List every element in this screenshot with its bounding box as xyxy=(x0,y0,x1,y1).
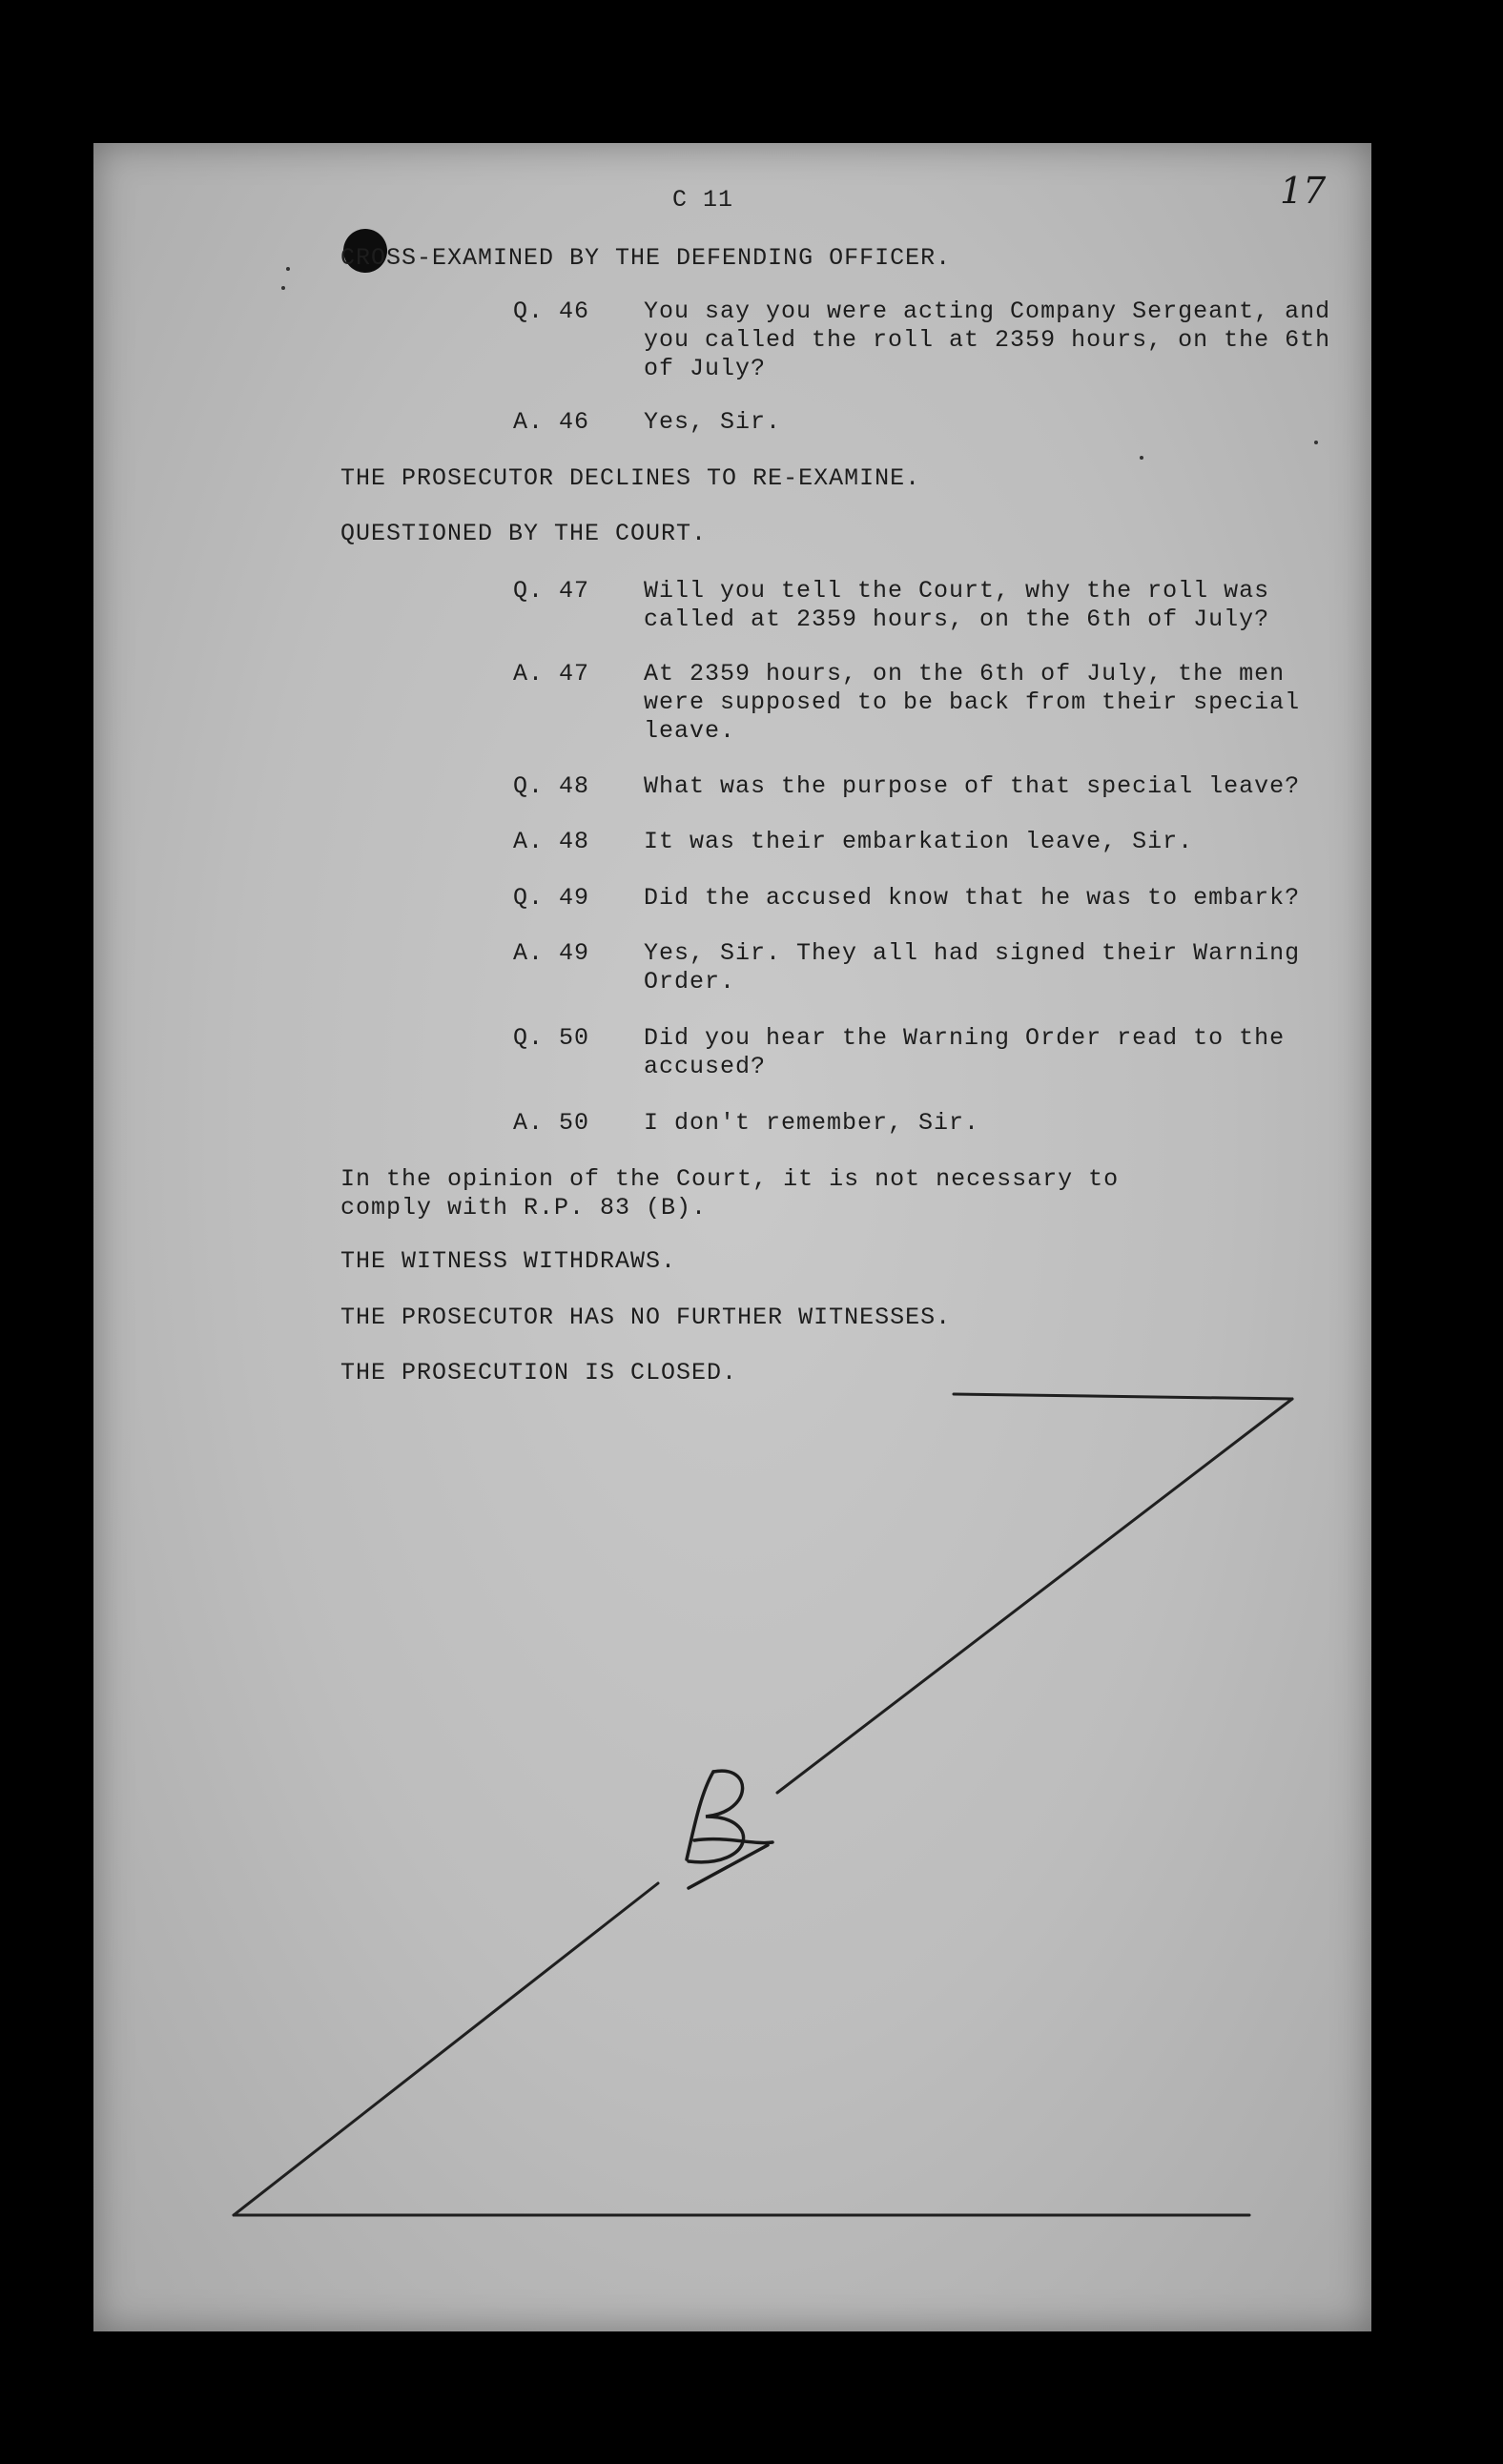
qa-label: Q. 50 xyxy=(513,1024,590,1052)
closing-line: THE PROSECUTION IS CLOSED. xyxy=(340,1359,738,1386)
strike-top-line xyxy=(954,1394,1292,1399)
court-heading: QUESTIONED BY THE COURT. xyxy=(340,520,708,547)
qa-text: Will you tell the Court, why the roll was called at 2359 hours, on the 6th of July? xyxy=(644,577,1270,633)
qa-label: A. 50 xyxy=(513,1109,590,1137)
qa-text: At 2359 hours, on the 6th of July, the men were supposed to be back from their special leave. xyxy=(644,660,1301,745)
initials-signature-icon xyxy=(687,1771,772,1888)
page-code: C 11 xyxy=(672,186,734,214)
qa-text: What was the purpose of that special leave? xyxy=(644,772,1301,800)
qa-label: A. 48 xyxy=(513,828,590,855)
qa-text: Yes, Sir. They all had signed their Warning Order. xyxy=(644,939,1301,996)
court-opinion: In the opinion of the Court, it is not necessary to comply with R.P. 83 (B). xyxy=(340,1165,1120,1222)
qa-text: Yes, Sir. xyxy=(644,408,782,436)
re-examine-note: THE PROSECUTOR DECLINES TO RE-EXAMINE. xyxy=(340,464,921,492)
closing-line: THE WITNESS WITHDRAWS. xyxy=(340,1247,677,1275)
closing-line: THE PROSECUTOR HAS NO FURTHER WITNESSES. xyxy=(340,1304,952,1331)
qa-label: Q. 47 xyxy=(513,577,590,605)
qa-text: I don't remember, Sir. xyxy=(644,1109,980,1137)
qa-label: Q. 46 xyxy=(513,298,590,325)
qa-label: A. 46 xyxy=(513,408,590,436)
qa-text: It was their embarkation leave, Sir. xyxy=(644,828,1194,855)
strike-diagonal-lower xyxy=(234,1883,658,2215)
strike-diagonal-upper xyxy=(777,1399,1292,1793)
folio-number: 17 xyxy=(1280,170,1327,212)
qa-text: Did you hear the Warning Order read to the accused? xyxy=(644,1024,1286,1080)
qa-label: A. 47 xyxy=(513,660,590,688)
qa-text: Did the accused know that he was to embark? xyxy=(644,884,1301,912)
qa-label: A. 49 xyxy=(513,939,590,967)
qa-label: Q. 49 xyxy=(513,884,590,912)
qa-text: You say you were acting Company Sergeant, and you called the roll at 2359 hours, on the 6th of July? xyxy=(644,298,1331,382)
qa-label: Q. 48 xyxy=(513,772,590,800)
cross-exam-heading: CROSS-EXAMINED BY THE DEFENDING OFFICER. xyxy=(340,244,952,272)
